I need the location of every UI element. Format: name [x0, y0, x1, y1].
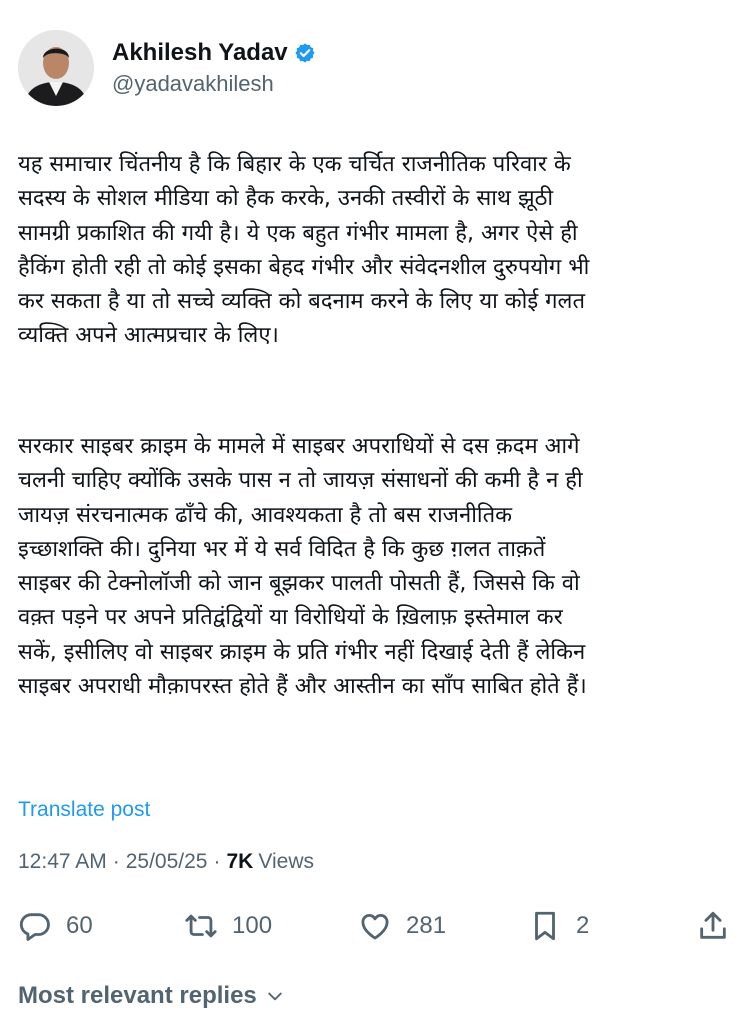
views-label: Views — [258, 850, 314, 873]
reply-icon — [18, 909, 52, 943]
heart-icon — [358, 909, 392, 943]
post-paragraph-2: सरकार साइबर क्राइम के मामले में साइबर अपराधियों से दस क़दम आगे चलनी चाहिए क्योंकि उसके पास न तो जायज़ संसाधनों की कमी है न ही जायज़ संरचनात्मक ढाँचे की, आवश्यकता है तो बस राजनीतिक इच्छाशक्ति की। दुनिया भर में ये सर्व विदित है कि कुछ ग़लत ताक़तें साइबर की टेक्नोलॉजी को जान बूझकर पालती पोसती हैं, जिससे कि वो वक़्त पड़ने पर अपने प्रतिद्वंद्वियों या विरोधियों के ख़िलाफ़ इस्तेमाल कर सकें, इसीलिए वो साइबर क्राइम के प्रति गंभीर नहीं दिखाई देती हैं लेकिन साइबर अपराधी मौक़ापरस्त होते हैं और आस्तीन का साँप साबित होते हैं। — [18, 434, 587, 700]
like-button[interactable] — [358, 902, 446, 950]
reply-count: 60 — [66, 912, 93, 939]
chevron-down-icon — [265, 986, 285, 1006]
repost-count: 100 — [232, 912, 273, 939]
avatar[interactable] — [18, 30, 94, 106]
replies-sort-label: Most relevant replies — [18, 982, 257, 1009]
share-icon — [696, 909, 730, 943]
post-date[interactable]: 25/05/25 — [125, 850, 208, 873]
translate-post-link[interactable]: Translate post — [18, 798, 151, 821]
post-paragraph-1: यह समाचार चिंतनीय है कि बिहार के एक चर्चित राजनीतिक परिवार के सदस्य के सोशल मीडिया को हैक करके, उनकी तस्वीरों के साथ झूठी सामग्री प्रकाशित की गयी है। ये एक बहुत गंभीर मामला है, अगर ऐसे ही हैकिंग होती रही तो कोई इसका बेहद गंभीर और संवेदनशील दुरुपयोग भी कर सकता है या तो सच्चे व्यक्ति को बदनाम करने के लिए या कोई गलत व्यक्ति अपने आत्मप्रचार के लिए। — [18, 152, 590, 349]
reply-button[interactable] — [18, 902, 93, 950]
repost-icon — [184, 909, 218, 943]
action-bar — [0, 902, 756, 950]
bookmark-count: 2 — [576, 912, 590, 939]
share-button[interactable] — [696, 902, 730, 950]
bookmark-button[interactable] — [528, 902, 589, 950]
post-metadata — [18, 850, 314, 874]
author-handle[interactable]: @yadavakhilesh — [112, 71, 274, 96]
views-count: 7K — [226, 850, 254, 873]
author-name[interactable]: Akhilesh Yadav — [112, 39, 288, 66]
meta-separator: · — [213, 850, 221, 873]
replies-sort-dropdown[interactable] — [18, 982, 285, 1010]
repost-button[interactable] — [184, 902, 272, 950]
post-header — [18, 30, 316, 106]
meta-separator: · — [112, 850, 120, 873]
bookmark-icon — [528, 909, 562, 943]
like-count: 281 — [406, 912, 447, 939]
profile-photo — [18, 30, 94, 106]
post-time[interactable]: 12:47 AM — [18, 850, 107, 873]
verified-badge-icon — [294, 42, 316, 64]
